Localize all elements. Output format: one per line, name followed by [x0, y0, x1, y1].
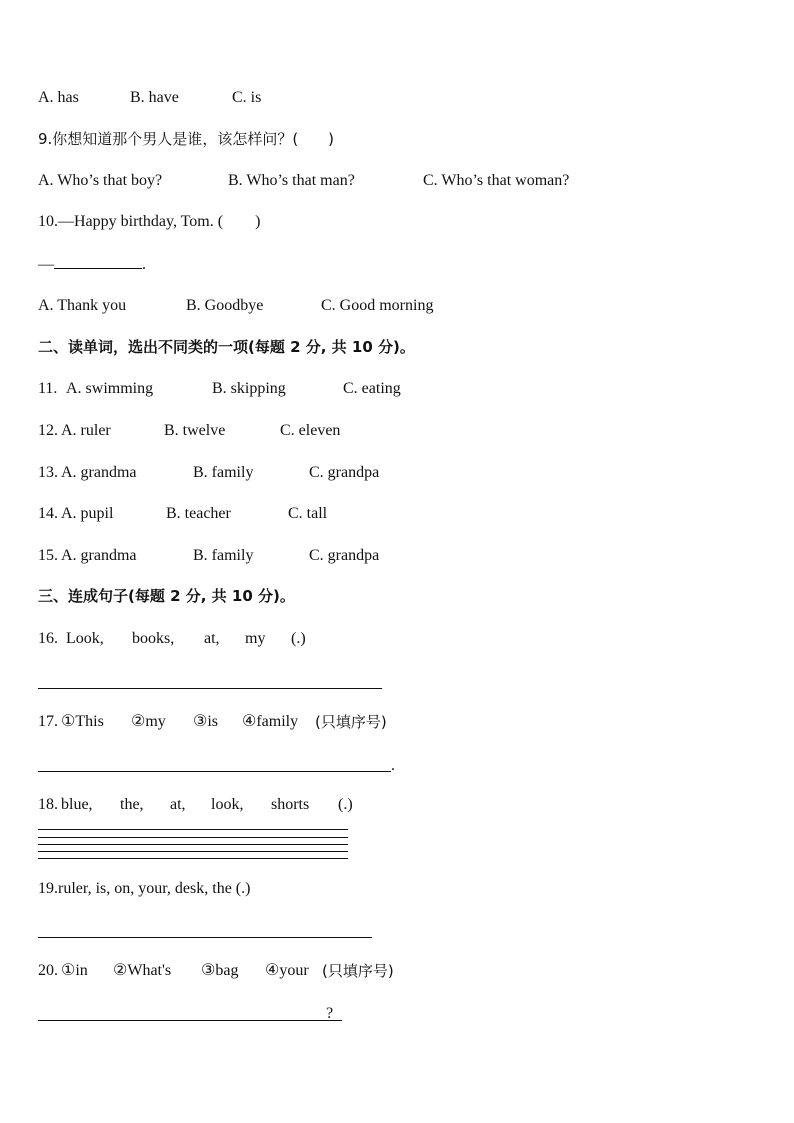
q17-answer-line[interactable] [38, 771, 391, 772]
q18-number: 18. [38, 796, 58, 813]
q17-word-2: ②my [131, 713, 166, 730]
q16-word-4: my [245, 630, 266, 647]
q12-option-b: B. twelve [164, 422, 226, 439]
q17-end-punct: . [391, 757, 395, 774]
q12-option-c: C. eleven [280, 422, 341, 439]
q16-answer-line[interactable] [38, 688, 382, 689]
q9-option-b: B. Who’s that man? [228, 172, 355, 189]
q12-option-a: A. ruler [61, 422, 111, 439]
q20-word-3: ③bag [201, 962, 239, 979]
q8-option-c: C. is [232, 89, 262, 106]
q11-option-b: B. skipping [212, 380, 286, 397]
q12-number: 12. [38, 422, 58, 439]
section-2-title: 二、读单词，选出不同类的一项(每题 2 分, 共 10 分)。 [38, 338, 415, 356]
q15-option-c: C. grandpa [309, 547, 380, 564]
q17-number: 17. [38, 713, 58, 730]
q20-note: (只填序号) [322, 962, 394, 980]
q10-answer-line [38, 254, 146, 275]
q15-option-b: B. family [193, 547, 254, 564]
q13-option-b: B. family [193, 464, 254, 481]
q10-blank[interactable] [54, 254, 142, 269]
q11-option-c: C. eating [343, 380, 401, 397]
q14-option-c: C. tall [288, 505, 328, 522]
q18-answer-line-4[interactable] [38, 851, 348, 852]
q13-option-c: C. grandpa [309, 464, 380, 481]
q20-word-2: ②What's [113, 962, 172, 979]
section-3-title: 三、连成句子(每题 2 分, 共 10 分)。 [38, 587, 295, 605]
q13-option-a: A. grandma [61, 464, 137, 481]
q16-punct: (.) [291, 630, 306, 647]
q16-number: 16. [38, 630, 58, 647]
q10-option-c: C. Good morning [321, 297, 434, 314]
q17-word-1: ①This [61, 713, 104, 730]
q15-option-a: A. grandma [61, 547, 137, 564]
q13-number: 13. [38, 464, 58, 481]
q18-answer-line-2[interactable] [38, 837, 348, 838]
q8-option-b: B. have [130, 89, 179, 106]
q14-number: 14. [38, 505, 58, 522]
q18-answer-line-5[interactable] [38, 858, 348, 859]
q10-option-b: B. Goodbye [186, 297, 264, 314]
q17-note: (只填序号) [315, 713, 387, 731]
q11-option-a: A. swimming [66, 380, 154, 397]
q17-word-3: ③is [193, 713, 219, 730]
q18-word-3: at, [170, 796, 186, 813]
q18-word-2: the, [120, 796, 144, 813]
q17-word-4: ④family [242, 713, 299, 730]
q9-option-c: C. Who’s that woman? [423, 172, 570, 189]
q10-period: . [142, 256, 146, 273]
q9-option-a: A. Who’s that boy? [38, 172, 163, 189]
q14-option-a: A. pupil [61, 505, 114, 522]
q19-answer-line[interactable] [38, 937, 372, 938]
q10-dash: — [38, 256, 54, 273]
q16-word-1: Look, [66, 630, 104, 647]
q15-number: 15. [38, 547, 58, 564]
q20-word-1: ①in [61, 962, 88, 979]
q8-option-a: A. has [38, 89, 79, 106]
q20-word-4: ④your [265, 962, 309, 979]
q18-word-1: blue, [61, 796, 93, 813]
q20-end-punct: ? [326, 1005, 334, 1022]
q20-number: 20. [38, 962, 58, 979]
q18-punct: (.) [338, 796, 353, 813]
q16-word-3: at, [204, 630, 220, 647]
q10-stem: 10.—Happy birthday, Tom. ( ) [38, 213, 261, 230]
q18-word-4: look, [211, 796, 244, 813]
q9-stem: 9.你想知道那个男人是谁，该怎样问？( ) [38, 130, 335, 148]
q20-answer-line[interactable] [38, 1020, 342, 1021]
q18-answer-line-3[interactable] [38, 844, 348, 845]
q19-prompt: 19.ruler, is, on, your, desk, the (.) [38, 880, 251, 897]
q10-option-a: A. Thank you [38, 297, 127, 314]
q18-word-5: shorts [271, 796, 310, 813]
q16-word-2: books, [132, 630, 175, 647]
q11-number: 11. [38, 380, 58, 397]
q18-answer-line-1[interactable] [38, 829, 348, 830]
q14-option-b: B. teacher [166, 505, 231, 522]
